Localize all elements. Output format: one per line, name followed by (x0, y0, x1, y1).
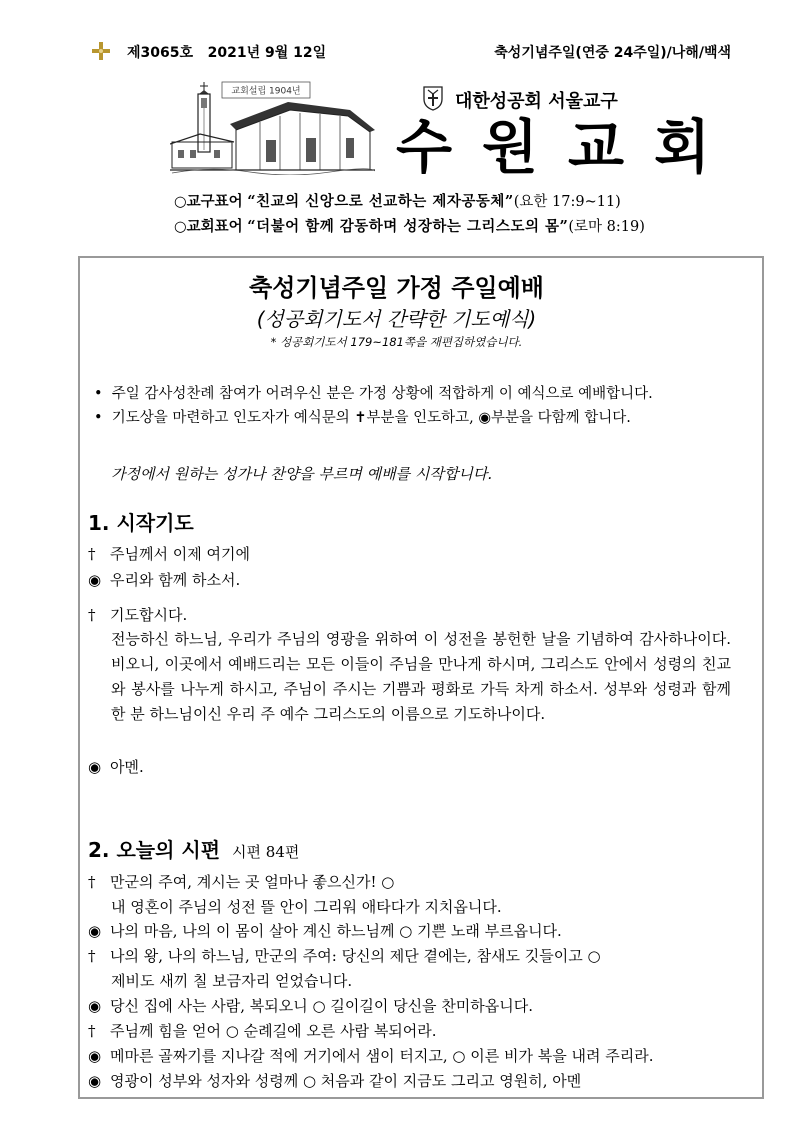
leader-mark: † (88, 873, 96, 891)
psalm-line: 제비도 새끼 칠 보금자리 얻었습니다. (111, 972, 353, 990)
instruction-text: 주일 감사성찬례 참여가 어려우신 분은 가정 상황에 적합하게 이 예식으로 예배합니다. (111, 386, 653, 402)
diocese-motto-text: “친교의 신앙으로 선교하는 제자공동체” (247, 193, 514, 210)
all-mark: ◉ (88, 922, 102, 940)
issue-number: 제3065호 (127, 45, 194, 61)
liturgical-day: 축성기념주일(연중 24주일)/나해/백색 (494, 45, 731, 61)
service-subtitle: (성공회기도서 간략한 기도예식) (256, 307, 537, 331)
leader-mark: † (88, 606, 96, 624)
liturgy-line: † 기도합시다. (88, 606, 188, 624)
leader-mark: † (88, 1022, 96, 1040)
church-motto-label: ○교회표어 (174, 219, 243, 235)
diocese-motto-label: ○교구표어 (174, 194, 243, 210)
all-mark: ◉ (88, 758, 102, 776)
service-title: 축성기념주일 가정 주일예배 (249, 274, 544, 302)
all-mark: ◉ (88, 571, 102, 589)
liturgy-line: † 주님께서 이제 여기에 (88, 545, 250, 563)
psalm-line: ◉ 당신 집에 사는 사람, 복되오니 ○ 길이길이 당신을 찬미하옵니다. (88, 997, 534, 1015)
leader-mark: † (88, 947, 96, 965)
psalm-reference: 시편 84편 (232, 843, 300, 861)
liturgy-line: ◉ 아멘. (88, 758, 144, 776)
instruction-item (94, 406, 631, 427)
all-mark: ◉ (88, 997, 102, 1015)
bullet-mark: • (94, 410, 103, 426)
diocese-motto (174, 190, 621, 211)
bullet-mark: • (94, 386, 103, 402)
psalm-line: † 나의 왕, 나의 하느님, 만군의 주여: 당신의 제단 곁에는, 참새도 깃들이고 ○ (88, 947, 601, 965)
psalm-line: † 주님께 힘을 얻어 ○ 순례길에 오른 사람 복되어라. (88, 1022, 437, 1040)
psalm-line: ◉ 영광이 성부와 성자와 성령께 ○ 처음과 같이 지금도 그리고 영원히, 아멘 (88, 1072, 582, 1090)
church-sketch-image (170, 80, 375, 175)
section-title-opening-prayer: 1. 시작기도 (88, 511, 194, 535)
opening-instruction: 가정에서 원하는 성가나 찬양을 부르며 예배를 시작합니다. (111, 465, 493, 483)
instruction-text: 기도상을 마련하고 인도자가 예식문의 ✝부분을 인도하고, ◉부분을 다함께 합니다. (111, 410, 631, 426)
issue-info (127, 42, 326, 62)
leader-mark: † (88, 545, 96, 563)
liturgy-line: ◉ 우리와 함께 하소서. (88, 571, 241, 589)
psalm-line: ◉ 메마른 골짜기를 지나갈 적에 거기에서 샘이 터지고, ○ 이른 비가 복을 내려 주리라. (88, 1047, 654, 1065)
church-motto-ref: (로마 8:19) (568, 219, 645, 235)
psalm-line: ◉ 나의 마음, 나의 이 몸이 살아 계신 하느님께 ○ 기쁜 노래 부르옵니다. (88, 922, 562, 940)
all-mark: ◉ (88, 1072, 102, 1090)
instruction-item (94, 382, 653, 403)
psalm-line: 내 영혼이 주님의 성전 뜰 안이 그리워 애타다가 지치옵니다. (111, 898, 502, 916)
photo-caption: 교회설립 1904년 (231, 86, 301, 97)
church-motto-text: “더불어 함께 감동하며 성장하는 그리스도의 몸” (247, 218, 569, 235)
diocese-motto-ref: (요한 17:9~11) (513, 194, 621, 210)
cross-icon (92, 42, 110, 60)
psalm-line: † 만군의 주여, 계시는 곳 얼마나 좋으신가! ○ (88, 873, 395, 891)
psalm-section-title: 2. 오늘의 시편 (88, 838, 221, 862)
section-title-psalm (88, 834, 299, 863)
all-mark: ◉ (88, 1047, 102, 1065)
service-note: * 성공회기도서 179~181쪽을 재편집하였습니다. (270, 335, 523, 349)
diocese-crest-icon (422, 85, 444, 111)
issue-date: 2021년 9월 12일 (207, 45, 327, 61)
diocese-name: 대한성공회 서울교구 (455, 91, 618, 112)
opening-prayer-text: 전능하신 하느님, 우리가 주님의 영광을 위하여 이 성전을 봉헌한 날을 기념하여 감사하나이다. 비오니, 이곳에서 예배드리는 모든 이들이 주님을 만나게 하시며, 그리스도 안에서 성령의 친교와 봉사를 나누게 하시고, 주님이 주시는 기쁨과 평화로 가득 차게 하소서. 성부와 성령과 함께 한 분 하느님이신 우리 주 예수 그리스도의 이름으로 기도하나이다. (111, 630, 731, 723)
church-motto (174, 215, 645, 236)
church-name: 수원교회 (396, 113, 741, 181)
